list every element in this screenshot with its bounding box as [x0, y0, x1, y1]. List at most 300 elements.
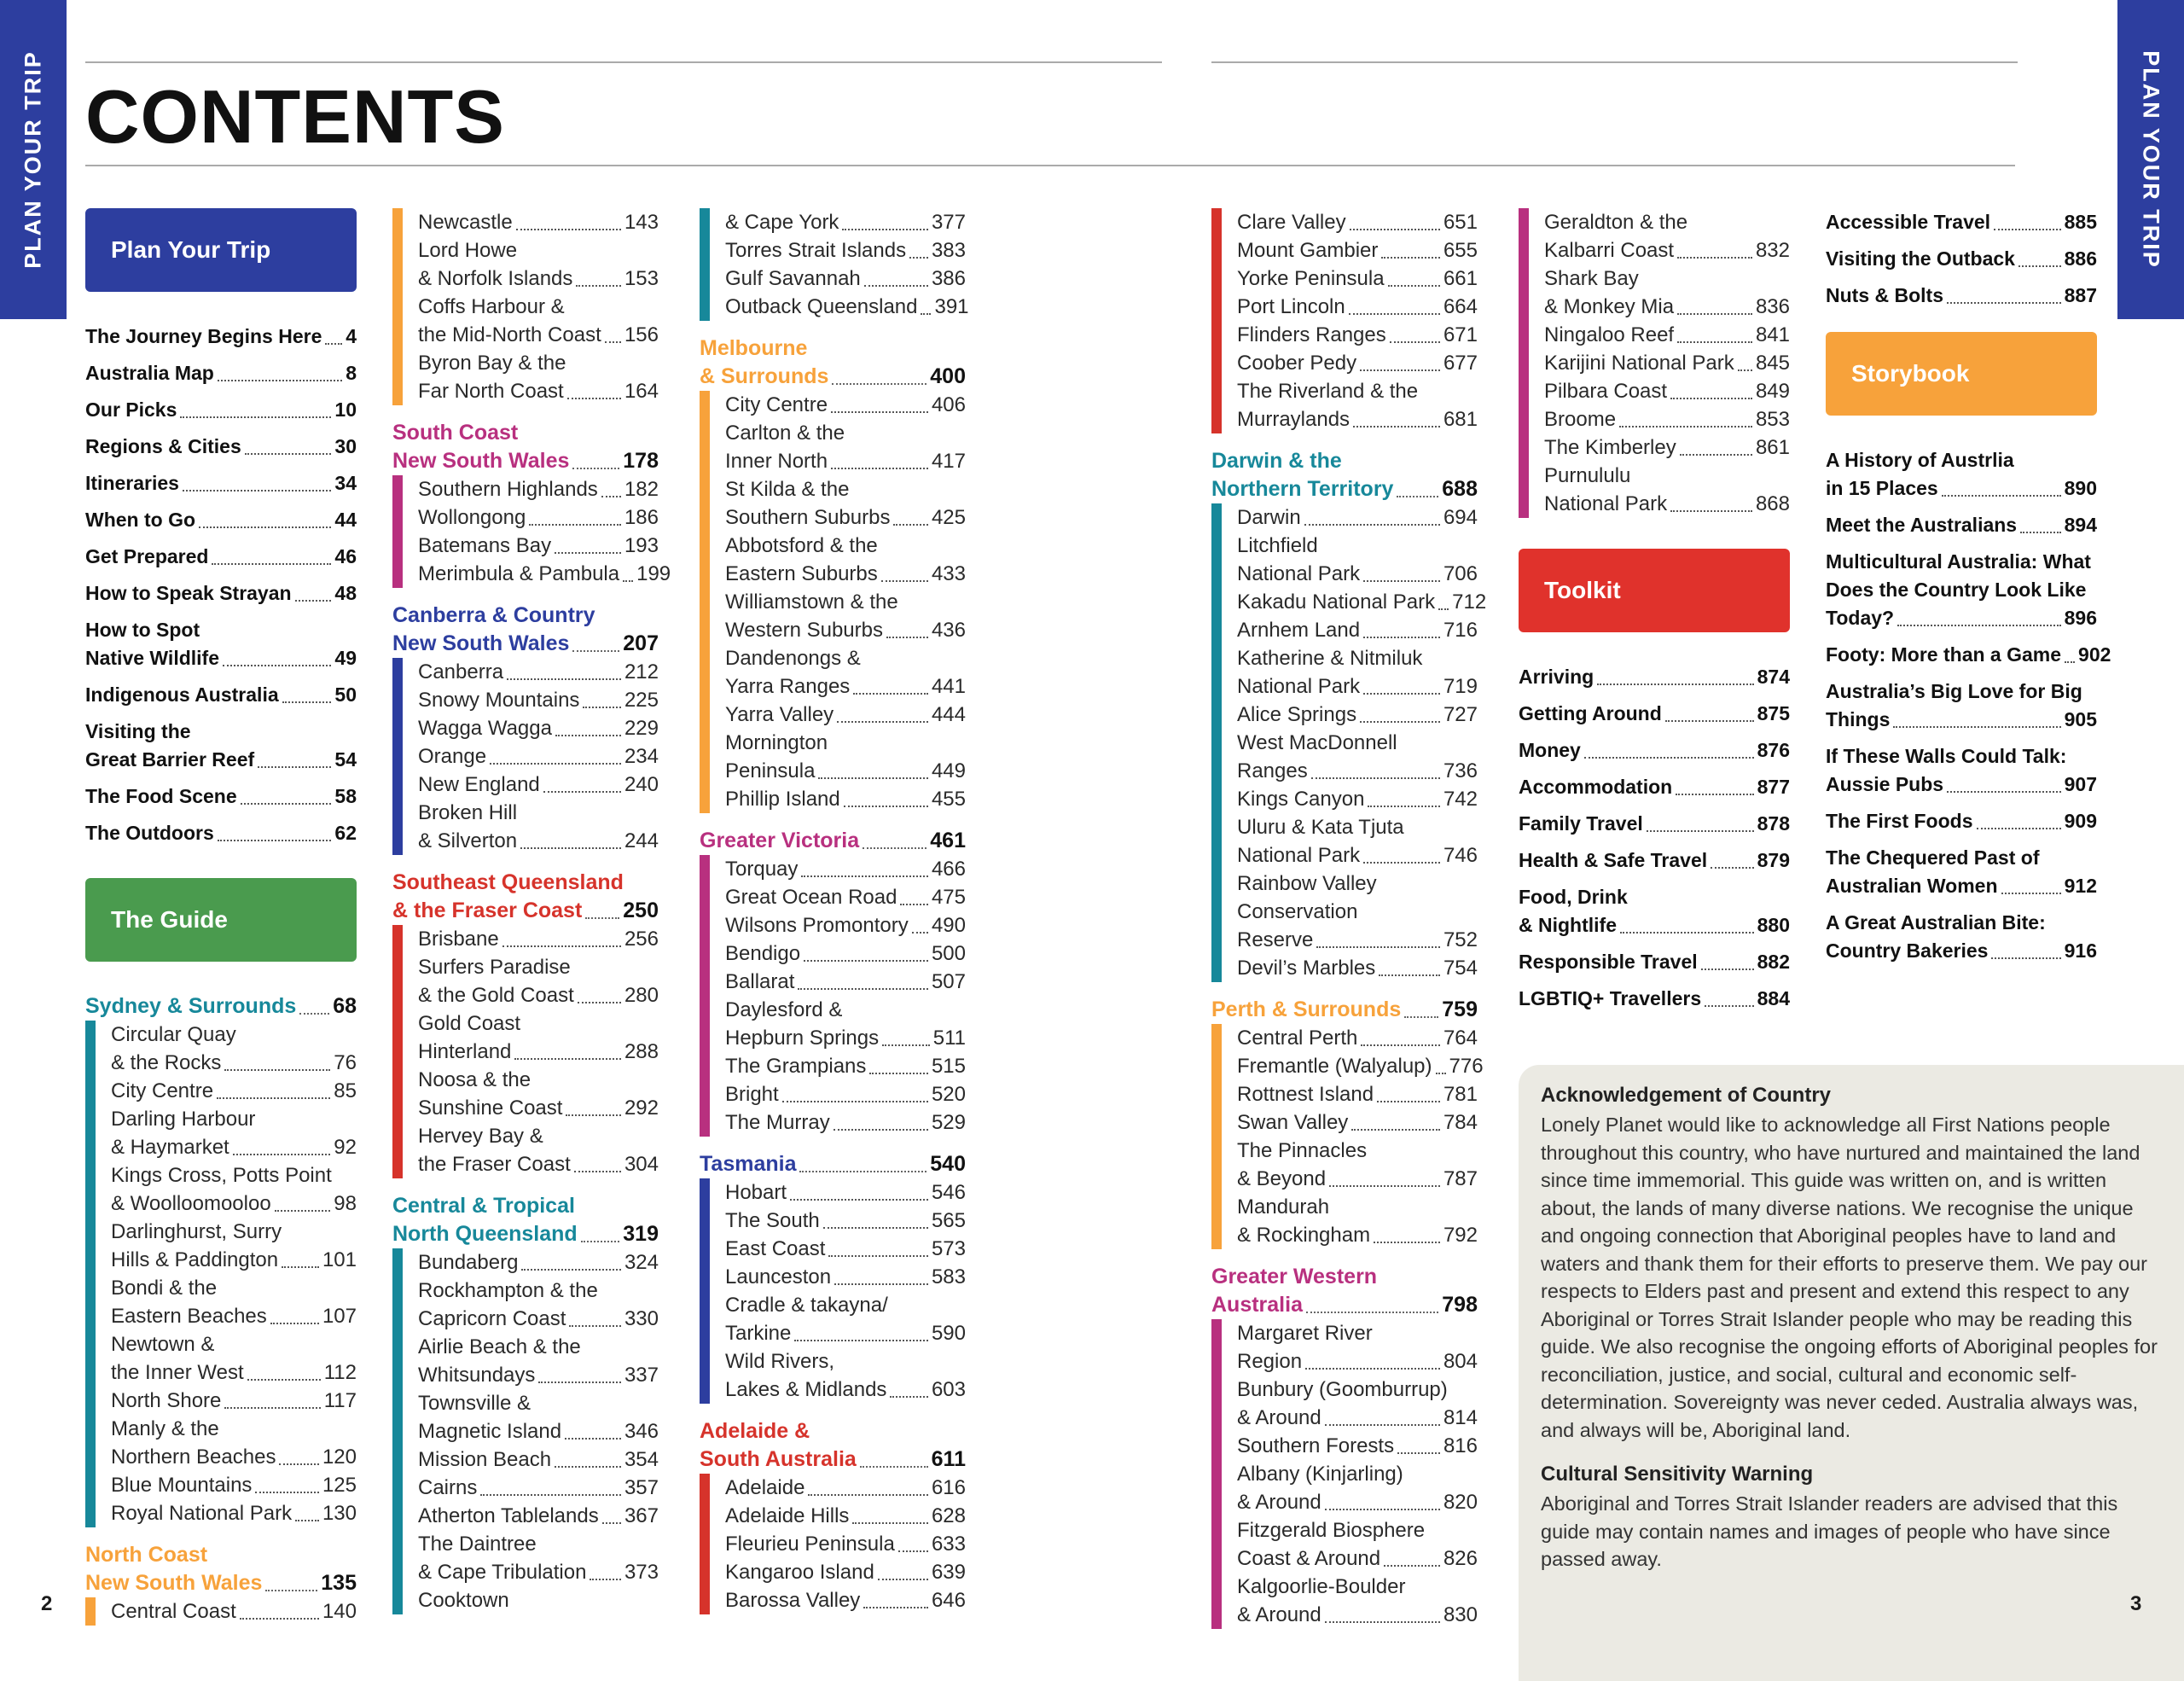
section-perth-item-5-t1: Mandurah [1237, 1195, 1330, 1219]
section-perth-item-0[interactable] [1237, 1024, 1478, 1052]
section-darwin-item-4-line-title: National Park [1237, 675, 1361, 698]
storybook-item-0-title_1: A History of Austrlia [1826, 449, 2014, 471]
section-se-queensland-item-0-line-leader [502, 945, 621, 947]
storybook-item-6-line-title: The First Foods [1826, 810, 1973, 832]
storybook-item-8[interactable] [1826, 909, 2097, 965]
section-adelaide-cont-item-5[interactable] [1237, 349, 1478, 377]
section-sydney-item-8[interactable] [111, 1415, 357, 1471]
plan-item-8-title_1: How to Spot [85, 619, 200, 641]
section-victoria-item-7[interactable] [725, 1080, 966, 1108]
section-darwin-item-10-line-page: 754 [1443, 957, 1478, 980]
section-canberra-item-0[interactable] [418, 658, 659, 686]
section-western-australia-item-0-line [1237, 1347, 1478, 1376]
section-sydney-item-10[interactable] [111, 1499, 357, 1527]
section-se-queensland-item-2-line-page: 288 [624, 1040, 659, 1063]
section-darwin-item-8[interactable] [1237, 813, 1478, 870]
plan-item-8-line-leader [223, 665, 331, 666]
section-se-queensland-item-3[interactable] [418, 1066, 659, 1122]
section-western-australia-heading[interactable] [1211, 1263, 1478, 1319]
section-western-australia-items [1211, 1319, 1478, 1629]
section-melbourne-item-0-line-leader [831, 411, 928, 413]
section-north-coast-item-0-line [111, 1597, 357, 1626]
plan-item-4-line-title: Itineraries [85, 472, 179, 494]
section-sydney-item-4[interactable] [111, 1218, 357, 1274]
section-western-australia-cont-item-6[interactable] [1544, 433, 1790, 462]
section-western-australia-cont-item-1-line-title: & Monkey Mia [1544, 295, 1675, 318]
section-darwin-item-7-line-leader [1368, 806, 1440, 807]
section-sydney-item-7[interactable] [111, 1387, 357, 1415]
section-melbourne-heading-line [700, 363, 966, 391]
section-canberra-item-1[interactable] [418, 686, 659, 714]
section-south-coast-item-1[interactable] [418, 503, 659, 532]
section-north-coast-heading-line-page: 135 [321, 1571, 357, 1595]
section-central-queensland-item-5[interactable] [418, 1474, 659, 1502]
section-central-queensland-cont-items [700, 208, 969, 321]
section-western-australia-item-5-t1: Kalgoorlie-Boulder [1237, 1575, 1406, 1598]
section-sydney-item-9[interactable] [111, 1471, 357, 1499]
section-darwin-item-9[interactable] [1237, 870, 1478, 954]
section-tasmania-item-3[interactable] [725, 1263, 966, 1291]
plan-item-8[interactable] [85, 616, 357, 672]
section-central-queensland-item-4[interactable] [418, 1445, 659, 1474]
section-sydney-item-8-line [111, 1443, 357, 1471]
section-sydney-item-6-line [111, 1358, 357, 1387]
section-north-coast-cont-item-2[interactable] [418, 293, 659, 349]
section-se-queensland-item-0[interactable] [418, 925, 659, 953]
storybook-item-5[interactable] [1826, 742, 2097, 799]
section-perth-heading-line-page: 759 [1442, 998, 1478, 1021]
section-canberra-heading[interactable] [392, 602, 659, 658]
section-se-queensland-item-2[interactable] [418, 1009, 659, 1066]
section-central-queensland-item-6[interactable] [418, 1502, 659, 1530]
section-sydney-item-10-line-page: 130 [322, 1502, 357, 1525]
section-central-queensland-heading[interactable] [392, 1192, 659, 1248]
section-canberra-item-4[interactable] [418, 771, 659, 799]
section-perth-heading[interactable] [1211, 996, 1478, 1024]
section-darwin-item-10-line-leader [1379, 974, 1440, 976]
section-melbourne-item-0[interactable] [725, 391, 966, 419]
toolkit-item-1[interactable] [1519, 700, 1790, 728]
section-south-coast-item-2-line-page: 193 [624, 534, 659, 557]
section-se-queensland-item-0-line-page: 256 [624, 928, 659, 951]
section-darwin-item-7[interactable] [1237, 785, 1478, 813]
plan-item-10-line [85, 746, 357, 774]
section-central-queensland-item-6-line-page: 367 [624, 1504, 659, 1527]
section-adelaide-cont-item-5-line-title: Coober Pedy [1237, 352, 1357, 375]
section-central-queensland-item-7[interactable] [418, 1530, 659, 1586]
section-adelaide-item-2-line-leader [898, 1550, 928, 1552]
section-tasmania-item-4[interactable] [725, 1291, 966, 1347]
section-south-coast-heading-line-title: New South Wales [392, 449, 570, 473]
storybook-item-2[interactable] [1826, 548, 2097, 632]
section-north-coast-item-0-line-page: 140 [322, 1600, 357, 1623]
section-perth-item-5[interactable] [1237, 1193, 1478, 1249]
plan-item-2[interactable] [85, 396, 357, 424]
section-central-queensland-item-2[interactable] [418, 1333, 659, 1389]
section-melbourne-item-2-line-page: 425 [931, 506, 966, 529]
section-western-australia-item-4-line [1237, 1544, 1478, 1573]
section-sydney-item-5-line [111, 1302, 357, 1330]
section-melbourne-item-3-line-leader [881, 580, 928, 582]
section-se-queensland-item-4[interactable] [418, 1122, 659, 1178]
plan-item-0-line [85, 323, 357, 351]
section-central-queensland-item-1-line [418, 1305, 659, 1333]
section-sydney-item-3-line [111, 1189, 357, 1218]
toolkit-item-3[interactable] [1519, 773, 1790, 801]
toolkit-extra-item-2[interactable] [1826, 282, 2097, 310]
section-se-queensland-item-4-line-title: the Fraser Coast [418, 1153, 571, 1176]
section-western-australia-item-3-line [1237, 1488, 1478, 1516]
plan-item-6[interactable] [85, 543, 357, 571]
section-north-coast-item-0[interactable] [111, 1597, 357, 1626]
section-adelaide-item-0-line [725, 1474, 966, 1502]
section-darwin-item-0[interactable] [1237, 503, 1478, 532]
section-darwin-item-1[interactable] [1237, 532, 1478, 588]
section-western-australia-cont-item-1[interactable] [1544, 265, 1790, 321]
section-victoria-item-0-line [725, 855, 966, 883]
section-western-australia-item-1-line-leader [1325, 1424, 1440, 1426]
storybook-item-4-line [1826, 706, 2097, 734]
section-canberra-item-5-t1: Broken Hill [418, 801, 518, 824]
section-western-australia-cont-item-2[interactable] [1544, 321, 1790, 349]
section-sydney-item-3-t1: Kings Cross, Potts Point [111, 1164, 332, 1187]
section-victoria-item-5[interactable] [725, 996, 966, 1052]
section-darwin-item-4[interactable] [1237, 644, 1478, 701]
section-canberra-heading-1: Canberra & Country [392, 603, 595, 627]
plan-item-0[interactable] [85, 323, 357, 351]
section-central-queensland-item-0-line-page: 324 [624, 1251, 659, 1274]
section-central-queensland-item-2-line [418, 1361, 659, 1389]
section-melbourne-item-4[interactable] [725, 588, 966, 644]
section-tasmania-item-2[interactable] [725, 1235, 966, 1263]
toolkit-item-1-line-leader [1665, 720, 1754, 722]
section-darwin-item-0-line [1237, 503, 1478, 532]
section-north-coast-heading[interactable] [85, 1541, 357, 1597]
section-western-australia-cont-item-4[interactable] [1544, 377, 1790, 405]
section-victoria-item-8[interactable] [725, 1108, 966, 1137]
section-darwin-item-9-t2: Conservation [1237, 900, 1358, 923]
section-victoria-item-6[interactable] [725, 1052, 966, 1080]
section-perth-item-4-line-page: 787 [1443, 1167, 1478, 1190]
storybook-item-5-title_1: If These Walls Could Talk: [1826, 745, 2067, 767]
section-western-australia-item-5[interactable] [1237, 1573, 1478, 1629]
section-canberra-heading-line-title: New South Wales [392, 631, 570, 655]
toolkit-item-0[interactable] [1519, 663, 1790, 691]
section-melbourne-item-2[interactable] [725, 475, 966, 532]
section-melbourne-heading[interactable] [700, 334, 966, 391]
section-western-australia-cont-item-1-line-leader [1677, 313, 1752, 315]
storybook-item-6[interactable] [1826, 807, 2097, 835]
section-south-coast-item-1-line-leader [529, 524, 621, 526]
section-melbourne-item-2-line-leader [893, 524, 927, 526]
section-western-australia-cont-item-7[interactable] [1544, 462, 1790, 518]
toolkit-extra-item-1-line-page: 886 [2064, 247, 2097, 270]
toolkit-item-5[interactable] [1519, 846, 1790, 875]
section-se-queensland-item-2-line [418, 1038, 659, 1066]
section-se-queensland-item-0-line [418, 925, 659, 953]
section-perth-item-3[interactable] [1237, 1108, 1478, 1137]
section-central-queensland-cont-item-2[interactable] [725, 265, 966, 293]
storybook-item-1[interactable] [1826, 511, 2097, 539]
section-western-australia-cont-item-7-line [1544, 490, 1790, 518]
section-darwin-item-5[interactable] [1237, 701, 1478, 729]
section-canberra-heading-line-leader [572, 650, 619, 652]
section-adelaide-cont-item-2-line [1237, 265, 1478, 293]
section-western-australia-cont-item-1-line [1544, 293, 1790, 321]
toolkit-item-2[interactable] [1519, 736, 1790, 765]
section-central-queensland-item-0[interactable] [418, 1248, 659, 1277]
section-se-queensland-heading[interactable] [392, 869, 659, 925]
section-south-coast-item-0[interactable] [418, 475, 659, 503]
plan-item-3-line-leader [245, 453, 332, 455]
section-western-australia-cont [1519, 208, 1790, 518]
section-adelaide-item-3[interactable] [725, 1558, 966, 1586]
toolkit-item-8[interactable] [1519, 985, 1790, 1013]
toolkit-item-4[interactable] [1519, 810, 1790, 838]
section-darwin-item-1-t1: Litchfield [1237, 534, 1318, 557]
section-victoria-item-2[interactable] [725, 911, 966, 939]
section-western-australia [1211, 1263, 1478, 1629]
section-western-australia-item-1[interactable] [1237, 1376, 1478, 1432]
section-victoria-item-4[interactable] [725, 968, 966, 996]
section-melbourne-item-8-line-page: 455 [931, 788, 966, 811]
plan-item-4[interactable] [85, 469, 357, 497]
section-adelaide-cont-item-0-line-leader [1350, 229, 1440, 230]
storybook-item-5-line-page: 907 [2064, 773, 2097, 795]
section-western-australia-item-3[interactable] [1237, 1460, 1478, 1516]
section-canberra [392, 602, 659, 855]
toolkit-item-1-line-title: Getting Around [1519, 702, 1662, 724]
section-canberra-item-5[interactable] [418, 799, 659, 855]
section-adelaide-cont-item-3[interactable] [1237, 293, 1478, 321]
section-central-queensland-item-8[interactable] [418, 1586, 659, 1614]
section-central-queensland-item-7-line-page: 373 [624, 1561, 659, 1584]
section-melbourne-item-8[interactable] [725, 785, 966, 813]
section-central-queensland-cont-item-1-line-leader [909, 257, 928, 259]
section-central-queensland-cont-item-1[interactable] [725, 236, 966, 265]
section-se-queensland-item-1[interactable] [418, 953, 659, 1009]
storybook-item-0[interactable] [1826, 446, 2097, 503]
section-victoria [700, 827, 966, 1137]
section-adelaide-heading[interactable] [700, 1417, 966, 1474]
section-darwin-heading-1: Darwin & the [1211, 449, 1342, 473]
storybook-item-2-line-title: Today? [1826, 607, 1895, 629]
section-tasmania-item-1[interactable] [725, 1207, 966, 1235]
section-tasmania-item-0[interactable] [725, 1178, 966, 1207]
section-north-coast-cont-item-0[interactable] [418, 208, 659, 236]
section-perth-item-2[interactable] [1237, 1080, 1478, 1108]
section-canberra-item-5-line-title: & Silverton [418, 829, 518, 852]
section-central-queensland-item-6-line-leader [602, 1522, 621, 1524]
plan-item-9[interactable] [85, 681, 357, 709]
section-central-queensland-cont-item-3[interactable] [725, 293, 969, 321]
toolkit-extra-item-1-line [1826, 245, 2097, 273]
section-central-queensland-cont [700, 208, 969, 321]
section-adelaide-item-0[interactable] [725, 1474, 966, 1502]
section-western-australia-item-2[interactable] [1237, 1432, 1478, 1460]
section-adelaide-item-1[interactable] [725, 1502, 966, 1530]
acknowledgement-box [1519, 1065, 2184, 1681]
section-western-australia-heading-line-title: Australia [1211, 1293, 1303, 1317]
plan-item-12[interactable] [85, 819, 357, 847]
section-tasmania-item-0-line-page: 546 [931, 1181, 966, 1204]
section-western-australia-cont-item-5[interactable] [1544, 405, 1790, 433]
section-melbourne-item-3-line-title: Eastern Suburbs [725, 562, 878, 585]
section-adelaide-item-2[interactable] [725, 1530, 966, 1558]
section-sydney-item-2[interactable] [111, 1105, 357, 1161]
toolkit-extra-item-1[interactable] [1826, 245, 2097, 273]
section-sydney-heading-line-title: Sydney & Surrounds [85, 994, 297, 1018]
section-western-australia-item-0[interactable] [1237, 1319, 1478, 1376]
section-melbourne [700, 334, 966, 813]
section-adelaide-cont-item-6[interactable] [1237, 377, 1478, 433]
section-central-queensland-item-1[interactable] [418, 1277, 659, 1333]
section-south-coast-item-2[interactable] [418, 532, 659, 560]
section-melbourne-item-3[interactable] [725, 532, 966, 588]
section-melbourne-item-1-line [725, 447, 966, 475]
section-north-coast-cont-item-1[interactable] [418, 236, 659, 293]
column-1 [85, 208, 357, 1639]
section-adelaide-cont-item-2[interactable] [1237, 265, 1478, 293]
storybook-item-3[interactable] [1826, 641, 2111, 669]
section-victoria-item-1[interactable] [725, 883, 966, 911]
section-perth-item-4[interactable] [1237, 1137, 1478, 1193]
section-sydney-item-0-t1: Circular Quay [111, 1023, 236, 1046]
storybook-item-7[interactable] [1826, 844, 2097, 900]
storybook-item-3-line-page: 902 [2078, 643, 2111, 666]
section-north-coast-heading-line [85, 1569, 357, 1597]
section-sydney-item-3[interactable] [111, 1161, 357, 1218]
section-se-queensland-item-1-line-leader [578, 1002, 621, 1003]
section-western-australia-item-4[interactable] [1237, 1516, 1478, 1573]
section-adelaide-cont-item-5-line [1237, 349, 1478, 377]
section-sydney-item-6-line-page: 112 [323, 1361, 357, 1384]
section-adelaide-cont [1211, 208, 1478, 433]
section-victoria-item-0[interactable] [725, 855, 966, 883]
section-victoria-item-2-line [725, 911, 966, 939]
toolkit-item-7[interactable] [1519, 948, 1790, 976]
section-north-coast-cont-item-2-line-page: 156 [624, 323, 659, 346]
section-central-queensland-item-7-line-leader [590, 1579, 621, 1580]
section-north-coast-cont-item-3[interactable] [418, 349, 659, 405]
section-victoria-heading[interactable] [700, 827, 966, 855]
section-se-queensland [392, 869, 659, 1178]
section-darwin-heading[interactable] [1211, 447, 1478, 503]
section-adelaide-item-4[interactable] [725, 1586, 966, 1614]
section-canberra-item-3[interactable] [418, 742, 659, 771]
acknowledgement-heading: Acknowledgement of Country [1541, 1084, 1832, 1107]
section-western-australia-item-5-line-page: 830 [1443, 1603, 1478, 1626]
storybook-item-4[interactable] [1826, 678, 2097, 734]
section-melbourne-item-5-line [725, 672, 966, 701]
section-central-queensland-cont-item-0[interactable] [725, 208, 966, 236]
section-sydney-item-2-line-page: 92 [334, 1136, 357, 1159]
section-sydney-item-1[interactable] [111, 1077, 357, 1105]
section-sydney-item-5[interactable] [111, 1274, 357, 1330]
section-sydney-item-1-line-title: City Centre [111, 1079, 214, 1102]
section-darwin-item-6[interactable] [1237, 729, 1478, 785]
section-western-australia-cont-item-0[interactable] [1544, 208, 1790, 265]
section-darwin-item-9-line [1237, 926, 1478, 954]
section-adelaide-cont-item-1[interactable] [1237, 236, 1478, 265]
section-south-coast-item-3[interactable] [418, 560, 671, 588]
section-sydney-item-6[interactable] [111, 1330, 357, 1387]
section-victoria-item-0-line-title: Torquay [725, 858, 799, 881]
section-north-coast-cont-item-1-line-title: & Norfolk Islands [418, 267, 573, 290]
section-tasmania-item-5[interactable] [725, 1347, 966, 1404]
section-sydney-item-1-line-leader [217, 1097, 330, 1099]
section-melbourne-item-7[interactable] [725, 729, 966, 785]
section-melbourne-item-5[interactable] [725, 644, 966, 701]
section-perth-item-4-line-title: & Beyond [1237, 1167, 1327, 1190]
section-se-queensland-item-2-t1: Gold Coast [418, 1012, 521, 1035]
section-north-coast-cont-item-1-t1: Lord Howe [418, 239, 518, 262]
section-sydney-item-7-line [111, 1387, 357, 1415]
section-victoria-item-0-line-leader [801, 875, 928, 877]
section-victoria-item-8-line-page: 529 [931, 1111, 966, 1134]
section-sydney-item-7-line-title: North Shore [111, 1389, 222, 1412]
section-darwin-item-0-line-leader [1304, 524, 1440, 526]
section-sydney-heading[interactable] [85, 992, 357, 1021]
section-central-queensland-cont-item-0-line-leader [842, 229, 928, 230]
section-melbourne-item-7-line-page: 449 [931, 759, 966, 782]
section-western-australia-cont-item-3[interactable] [1544, 349, 1790, 377]
toolkit-item-6[interactable] [1519, 883, 1790, 939]
plan-item-3[interactable] [85, 433, 357, 461]
section-melbourne-item-5-line-title: Yarra Ranges [725, 675, 851, 698]
toolkit-item-4-line-leader [1647, 830, 1754, 832]
section-adelaide-cont-item-3-line-leader [1349, 313, 1440, 315]
plan-item-5[interactable] [85, 506, 357, 534]
section-south-coast-heading[interactable] [392, 419, 659, 475]
section-central-queensland-cont-item-3-line-title: Outback Queensland [725, 295, 918, 318]
section-perth-item-1[interactable] [1237, 1052, 1484, 1080]
plan-item-5-line [85, 506, 357, 534]
section-darwin-item-3[interactable] [1237, 616, 1478, 644]
section-canberra-item-2[interactable] [418, 714, 659, 742]
title-rule [85, 165, 2015, 166]
section-adelaide-cont-item-0[interactable] [1237, 208, 1478, 236]
section-sydney-item-2-line-leader [233, 1154, 331, 1155]
section-adelaide-cont-item-4-line-page: 671 [1443, 323, 1478, 346]
section-tasmania-heading[interactable] [700, 1150, 966, 1178]
section-adelaide-item-4-line-title: Barossa Valley [725, 1589, 861, 1612]
section-melbourne-item-1[interactable] [725, 419, 966, 475]
section-sydney-item-8-t1: Manly & the [111, 1417, 219, 1440]
section-sydney-item-0[interactable] [111, 1021, 357, 1077]
section-adelaide-cont-item-3-line-page: 664 [1443, 295, 1478, 318]
plan-item-10[interactable] [85, 718, 357, 774]
section-tasmania-item-4-t1: Cradle & takayna/ [725, 1294, 888, 1317]
plan-item-1[interactable] [85, 359, 357, 387]
section-se-queensland-item-4-line-leader [574, 1171, 621, 1172]
section-darwin-item-2[interactable] [1237, 588, 1487, 616]
the-guide-box: The Guide [85, 878, 357, 962]
section-sydney-item-7-line-leader [224, 1407, 320, 1409]
section-victoria-item-3[interactable] [725, 939, 966, 968]
section-darwin-item-10[interactable] [1237, 954, 1478, 982]
plan-item-7[interactable] [85, 579, 357, 608]
section-central-queensland-item-2-line-leader [538, 1381, 621, 1383]
section-melbourne-item-6[interactable] [725, 701, 966, 729]
section-tasmania-heading-line-page: 540 [930, 1152, 966, 1176]
plan-item-11[interactable] [85, 782, 357, 811]
section-central-queensland-item-3[interactable] [418, 1389, 659, 1445]
section-sydney-item-6-t1: Newtown & [111, 1333, 215, 1356]
toolkit-extra-item-0[interactable] [1826, 208, 2097, 236]
section-tasmania-item-2-line [725, 1235, 966, 1263]
section-adelaide-cont-item-4[interactable] [1237, 321, 1478, 349]
